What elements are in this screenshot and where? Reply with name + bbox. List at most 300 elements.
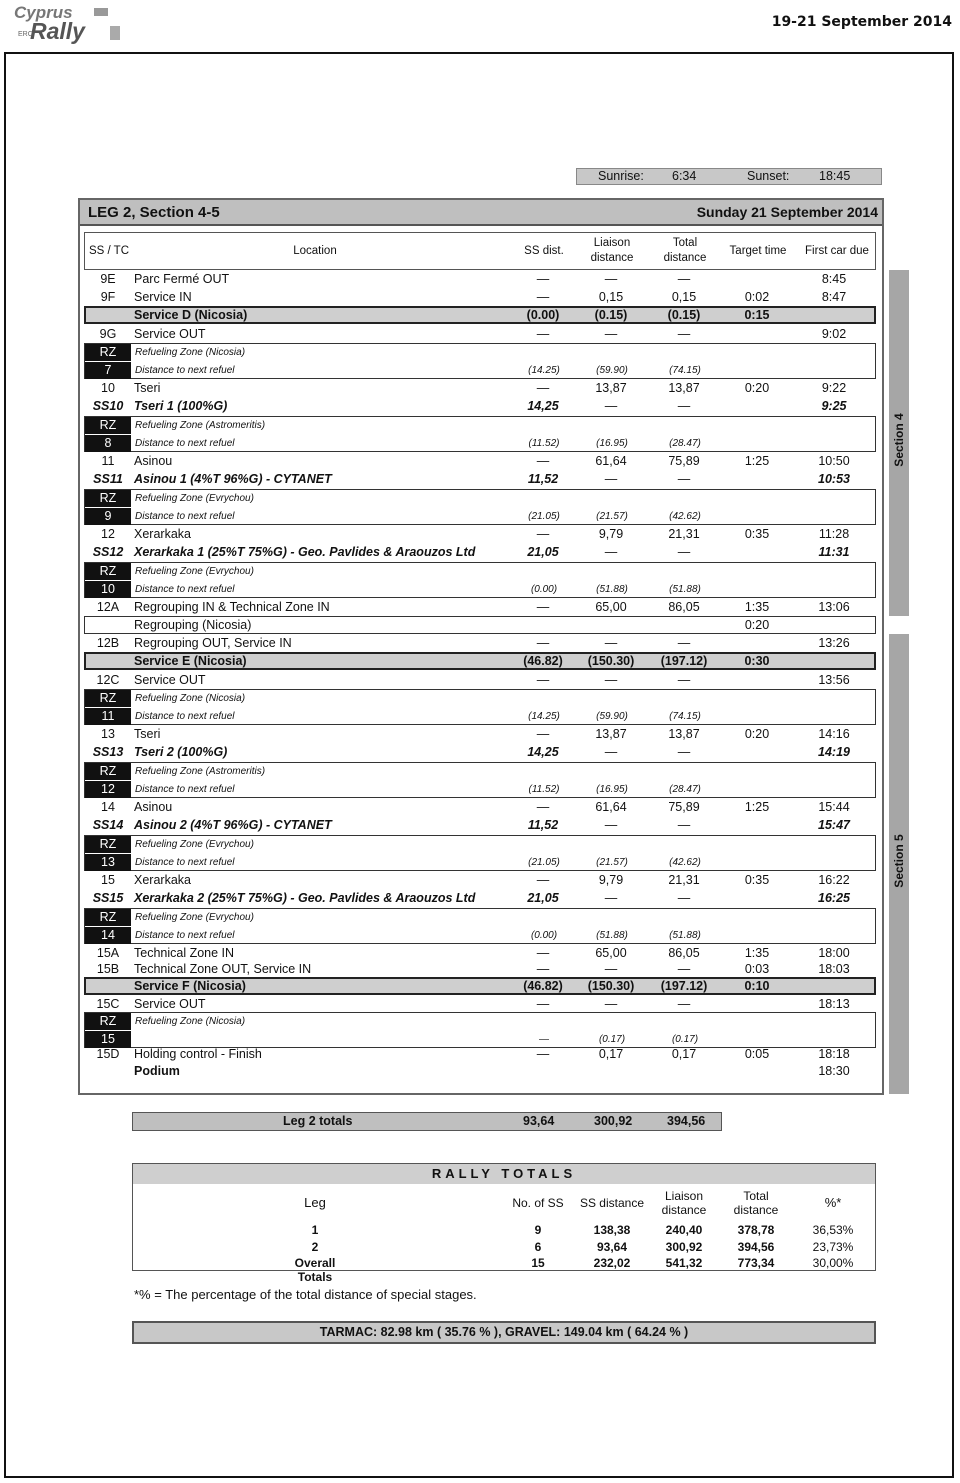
sunrise-time: 6:34 bbox=[672, 169, 697, 183]
rt-leg: 2 bbox=[311, 1240, 319, 1254]
total-distance: — bbox=[677, 545, 691, 559]
control-number: 15C bbox=[96, 997, 120, 1011]
first-car-due: 8:47 bbox=[821, 290, 847, 304]
refuel-zone-block bbox=[84, 908, 876, 944]
time-control-row bbox=[84, 1045, 876, 1063]
rt-pct: 36,53% bbox=[812, 1223, 854, 1237]
rt-ss-distance: 232,02 bbox=[593, 1256, 631, 1270]
col-total: Total distance bbox=[663, 237, 707, 264]
sunset-time: 18:45 bbox=[819, 169, 851, 183]
first-car-due: 18:30 bbox=[818, 1064, 850, 1078]
col-ss-dist: SS dist. bbox=[524, 245, 564, 257]
control-number: 9G bbox=[99, 327, 117, 341]
ss-distance: — bbox=[536, 873, 550, 887]
ss-distance: 14,25 bbox=[527, 745, 559, 759]
refuel-distance-label: Distance to next refuel bbox=[135, 857, 235, 868]
first-car-due: 16:22 bbox=[818, 873, 850, 887]
ss-distance: — bbox=[536, 527, 550, 541]
special-stage-row bbox=[84, 816, 876, 834]
location: Tseri 2 (100%G) bbox=[134, 745, 228, 759]
first-car-due: 13:06 bbox=[818, 600, 850, 614]
control-number: SS11 bbox=[93, 472, 123, 486]
control-number: 11 bbox=[101, 454, 115, 468]
location: Podium bbox=[134, 1064, 180, 1078]
rt-total: 394,56 bbox=[737, 1240, 775, 1254]
target-time: 0:20 bbox=[744, 727, 770, 741]
location: Service D (Nicosia) bbox=[134, 308, 248, 322]
refuel-liaison: (59.90) bbox=[596, 711, 628, 722]
refuel-zone-block bbox=[84, 416, 876, 452]
first-car-due: 10:53 bbox=[818, 472, 850, 486]
rt-head-pct: %* bbox=[824, 1195, 842, 1210]
time-control-row bbox=[84, 598, 876, 616]
rally-totals-title: RALLY TOTALS bbox=[133, 1164, 875, 1184]
refuel-liaison: (16.95) bbox=[596, 438, 628, 449]
refuel-zone-block bbox=[84, 835, 876, 871]
first-car-due: 18:03 bbox=[818, 962, 850, 976]
refuel-total: (51.88) bbox=[669, 930, 701, 941]
target-time: 0:10 bbox=[744, 979, 770, 993]
refuel-zone-badge: RZ bbox=[85, 1013, 131, 1030]
ss-distance: — bbox=[536, 636, 550, 650]
total-distance: 86,05 bbox=[668, 946, 700, 960]
total-distance: 21,31 bbox=[668, 527, 700, 541]
control-number: 10 bbox=[101, 381, 115, 395]
location: Regrouping IN & Technical Zone IN bbox=[134, 600, 330, 614]
time-control-row bbox=[84, 270, 876, 288]
control-number: SS14 bbox=[92, 818, 124, 832]
control-number: 12C bbox=[96, 673, 120, 687]
location: Service OUT bbox=[134, 327, 206, 341]
section-5-label: Section 5 bbox=[892, 834, 906, 888]
time-control-row bbox=[84, 616, 876, 634]
col-ss-tc: SS / TC bbox=[88, 245, 130, 257]
refuel-distance-label: Distance to next refuel bbox=[135, 438, 235, 449]
time-control-row bbox=[84, 960, 876, 978]
sunrise-sunset-bar bbox=[576, 168, 882, 185]
liaison-distance: — bbox=[604, 327, 618, 341]
rt-no-ss: 15 bbox=[531, 1256, 545, 1270]
rt-pct: 23,73% bbox=[812, 1240, 854, 1254]
refuel-total: (28.47) bbox=[669, 438, 701, 449]
control-number: 14 bbox=[101, 800, 115, 814]
liaison-distance: — bbox=[604, 272, 618, 286]
refuel-zone-name: Refueling Zone (Astromeritis) bbox=[135, 766, 266, 777]
time-control-row bbox=[84, 379, 876, 397]
location: Technical Zone IN bbox=[134, 946, 235, 960]
target-time: 0:15 bbox=[744, 308, 770, 322]
first-car-due: 11:28 bbox=[818, 527, 850, 541]
refuel-total: (51.88) bbox=[669, 584, 701, 595]
refuel-zone-name: Refueling Zone (Astromeritis) bbox=[135, 420, 266, 431]
refuel-zone-number: 13 bbox=[85, 854, 131, 871]
refuel-ss-dist: (11.52) bbox=[528, 438, 560, 449]
refuel-zone-name: Refueling Zone (Evrychou) bbox=[135, 839, 254, 850]
rt-head-ss-distance: SS distance bbox=[579, 1196, 645, 1210]
rt-total: 773,34 bbox=[737, 1256, 775, 1270]
refuel-zone-badge: RZ bbox=[85, 417, 131, 434]
refuel-distance-label: Distance to next refuel bbox=[135, 784, 235, 795]
leg-header bbox=[80, 200, 882, 226]
refuel-total: (74.15) bbox=[669, 365, 701, 376]
target-time: 0:03 bbox=[744, 962, 770, 976]
sunrise-label: Sunrise: bbox=[598, 169, 644, 183]
ss-distance: 21,05 bbox=[527, 545, 559, 559]
refuel-liaison: (21.57) bbox=[596, 857, 628, 868]
total-distance: 13,87 bbox=[668, 381, 700, 395]
refuel-zone-name: Refueling Zone (Evrychou) bbox=[135, 493, 254, 504]
event-dates: 19-21 September 2014 bbox=[771, 14, 952, 30]
liaison-distance: 61,64 bbox=[595, 800, 627, 814]
ss-distance: 14,25 bbox=[527, 399, 559, 413]
location: Xerarkaka 1 (25%T 75%G) - Geo. Pavlides & Araouzos Ltd bbox=[134, 545, 476, 559]
special-stage-row bbox=[84, 889, 876, 907]
refuel-zone-number: 15 bbox=[85, 1031, 131, 1048]
target-time: 0:35 bbox=[744, 527, 770, 541]
refuel-liaison: (51.88) bbox=[596, 584, 628, 595]
refuel-distance-label: Distance to next refuel bbox=[135, 584, 235, 595]
liaison-distance: — bbox=[604, 962, 618, 976]
leg-totals-ss: 93,64 bbox=[523, 1114, 555, 1128]
service-row bbox=[84, 306, 876, 324]
first-car-due: 9:25 bbox=[821, 399, 847, 413]
first-car-due: 9:22 bbox=[821, 381, 847, 395]
target-time: 0:30 bbox=[744, 654, 770, 668]
refuel-ss-dist: — bbox=[539, 1034, 549, 1045]
time-control-row bbox=[84, 671, 876, 689]
section-5-bar bbox=[889, 634, 909, 1094]
liaison-distance: 13,87 bbox=[595, 381, 627, 395]
first-car-due: 15:47 bbox=[818, 818, 850, 832]
location: Asinou bbox=[134, 454, 173, 468]
location: Asinou bbox=[134, 800, 173, 814]
liaison-distance: (150.30) bbox=[587, 979, 635, 993]
liaison-distance: — bbox=[604, 745, 618, 759]
refuel-zone-badge: RZ bbox=[85, 836, 131, 853]
control-number: SS13 bbox=[92, 745, 124, 759]
refuel-ss-dist: (21.05) bbox=[528, 511, 560, 522]
rt-liaison: 240,40 bbox=[665, 1223, 703, 1237]
total-distance: 86,05 bbox=[668, 600, 700, 614]
total-distance: 0,15 bbox=[671, 290, 697, 304]
refuel-zone-badge: RZ bbox=[85, 563, 131, 580]
time-control-row bbox=[84, 525, 876, 543]
location: Regrouping (Nicosia) bbox=[134, 618, 252, 632]
col-location: Location bbox=[293, 245, 337, 257]
first-car-due: 10:50 bbox=[818, 454, 850, 468]
first-car-due: 13:56 bbox=[818, 673, 850, 687]
refuel-total: (74.15) bbox=[669, 711, 701, 722]
refuel-total: (42.62) bbox=[669, 857, 701, 868]
rt-no-ss: 6 bbox=[534, 1240, 542, 1254]
total-distance: (0.15) bbox=[667, 308, 701, 322]
refuel-ss-dist: (0.00) bbox=[530, 930, 558, 941]
control-number: 15B bbox=[96, 962, 120, 976]
target-time: 0:20 bbox=[744, 618, 770, 632]
total-distance: (197.12) bbox=[660, 979, 708, 993]
refuel-zone-number: 10 bbox=[85, 581, 131, 598]
liaison-distance: (0.15) bbox=[594, 308, 628, 322]
special-stage-row bbox=[84, 470, 876, 488]
refuel-zone-badge: RZ bbox=[85, 690, 131, 707]
ss-distance: — bbox=[536, 727, 550, 741]
rt-total: 378,78 bbox=[737, 1223, 775, 1237]
location: Xerarkaka bbox=[134, 873, 191, 887]
refuel-liaison: (0.17) bbox=[598, 1034, 626, 1045]
location: Regrouping OUT, Service IN bbox=[134, 636, 292, 650]
time-control-row bbox=[84, 725, 876, 743]
refuel-distance-label: Distance to next refuel bbox=[135, 365, 235, 376]
refuel-total: (0.17) bbox=[671, 1034, 699, 1045]
leg-title: LEG 2, Section 4-5 bbox=[88, 204, 220, 221]
first-car-due: 16:25 bbox=[818, 891, 850, 905]
total-distance: 21,31 bbox=[668, 873, 700, 887]
refuel-liaison: (59.90) bbox=[596, 365, 628, 376]
liaison-distance: 61,64 bbox=[595, 454, 627, 468]
col-liaison: Liaison distance bbox=[590, 237, 634, 264]
first-car-due: 9:02 bbox=[821, 327, 847, 341]
rt-head-no-ss: No. of SS bbox=[512, 1196, 564, 1210]
refuel-distance-label: Distance to next refuel bbox=[135, 930, 235, 941]
refuel-zone-number: 12 bbox=[85, 781, 131, 798]
refuel-zone-badge: RZ bbox=[85, 909, 131, 926]
control-number: 15A bbox=[96, 946, 120, 960]
ss-distance: — bbox=[536, 997, 550, 1011]
refuel-zone-name: Refueling Zone (Nicosia) bbox=[135, 1016, 246, 1027]
control-number: 12A bbox=[96, 600, 120, 614]
total-distance: 75,89 bbox=[668, 454, 700, 468]
leg-totals-bar bbox=[132, 1112, 722, 1131]
ss-distance: 21,05 bbox=[527, 891, 559, 905]
ss-distance: — bbox=[536, 290, 550, 304]
col-target-time: Target time bbox=[729, 245, 787, 257]
time-control-row bbox=[84, 995, 876, 1013]
refuel-zone-number: 11 bbox=[85, 708, 131, 725]
total-distance: — bbox=[677, 327, 691, 341]
refuel-zone-number: 7 bbox=[85, 362, 131, 379]
time-control-row bbox=[84, 1062, 876, 1080]
total-distance: — bbox=[677, 997, 691, 1011]
liaison-distance: 0,17 bbox=[598, 1047, 624, 1061]
footnote: *% = The percentage of the total distance of special stages. bbox=[134, 1287, 477, 1302]
location: Tseri bbox=[134, 381, 161, 395]
target-time: 1:25 bbox=[744, 800, 770, 814]
refuel-distance-label: Distance to next refuel bbox=[135, 511, 235, 522]
liaison-distance: — bbox=[604, 673, 618, 687]
rt-pct: 30,00% bbox=[812, 1256, 854, 1270]
total-distance: — bbox=[677, 745, 691, 759]
first-car-due: 14:19 bbox=[818, 745, 850, 759]
liaison-distance: — bbox=[604, 545, 618, 559]
location: Service F (Nicosia) bbox=[134, 979, 246, 993]
refuel-zone-name: Refueling Zone (Evrychou) bbox=[135, 566, 254, 577]
refuel-liaison: (51.88) bbox=[596, 930, 628, 941]
liaison-distance: (150.30) bbox=[587, 654, 635, 668]
total-distance: 0,17 bbox=[671, 1047, 697, 1061]
liaison-distance: — bbox=[604, 891, 618, 905]
ss-distance: — bbox=[536, 272, 550, 286]
section-4-label: Section 4 bbox=[892, 413, 906, 467]
rt-head-total: Total distance bbox=[733, 1189, 779, 1217]
first-car-due: 8:45 bbox=[821, 272, 847, 286]
refuel-zone-number: 14 bbox=[85, 927, 131, 944]
location: Tseri 1 (100%G) bbox=[134, 399, 228, 413]
svg-text:Cyprus: Cyprus bbox=[14, 3, 73, 22]
surface-summary: TARMAC: 82.98 km ( 35.76 % ), GRAVEL: 149.04 km ( 64.24 % ) bbox=[132, 1321, 876, 1344]
total-distance: — bbox=[677, 962, 691, 976]
refuel-zone-block bbox=[84, 1012, 876, 1048]
ss-distance: — bbox=[536, 600, 550, 614]
control-number: SS10 bbox=[92, 399, 124, 413]
refuel-liaison: (21.57) bbox=[596, 511, 628, 522]
control-number: 12B bbox=[96, 636, 120, 650]
total-distance: 75,89 bbox=[668, 800, 700, 814]
location: Service OUT bbox=[134, 673, 206, 687]
ss-distance: — bbox=[536, 946, 550, 960]
location: Service OUT bbox=[134, 997, 206, 1011]
rt-leg: 1 bbox=[311, 1223, 319, 1237]
total-distance: 13,87 bbox=[668, 727, 700, 741]
target-time: 0:02 bbox=[744, 290, 770, 304]
refuel-ss-dist: (21.05) bbox=[528, 857, 560, 868]
first-car-due: 18:18 bbox=[818, 1047, 850, 1061]
sunset-label: Sunset: bbox=[747, 169, 790, 183]
rt-ss-distance: 138,38 bbox=[593, 1223, 631, 1237]
leg-totals-label: Leg 2 totals bbox=[283, 1114, 353, 1128]
refuel-zone-number: 9 bbox=[85, 508, 131, 525]
ss-distance: — bbox=[536, 327, 550, 341]
refuel-ss-dist: (11.52) bbox=[528, 784, 560, 795]
refuel-ss-dist: (14.25) bbox=[528, 365, 560, 376]
column-headers bbox=[84, 232, 876, 270]
target-time: 0:20 bbox=[744, 381, 770, 395]
total-distance: — bbox=[677, 636, 691, 650]
control-number: 9E bbox=[100, 272, 116, 286]
location: Service E (Nicosia) bbox=[134, 654, 247, 668]
ss-distance: — bbox=[536, 1047, 550, 1061]
control-number: 15 bbox=[101, 873, 115, 887]
control-number: 12 bbox=[101, 527, 115, 541]
refuel-distance-label: Distance to next refuel bbox=[135, 711, 235, 722]
first-car-due: 11:31 bbox=[818, 545, 850, 559]
first-car-due: 18:13 bbox=[818, 997, 850, 1011]
refuel-zone-name: Refueling Zone (Nicosia) bbox=[135, 347, 246, 358]
refuel-ss-dist: (0.00) bbox=[530, 584, 558, 595]
time-control-row bbox=[84, 634, 876, 652]
ss-distance: — bbox=[536, 454, 550, 468]
location: Parc Fermé OUT bbox=[134, 272, 230, 286]
liaison-distance: — bbox=[604, 399, 618, 413]
refuel-total: (28.47) bbox=[669, 784, 701, 795]
refuel-zone-block bbox=[84, 762, 876, 798]
refuel-ss-dist: (14.25) bbox=[528, 711, 560, 722]
leg-date: Sunday 21 September 2014 bbox=[696, 204, 878, 220]
liaison-distance: 9,79 bbox=[598, 527, 624, 541]
first-car-due: 13:26 bbox=[818, 636, 850, 650]
special-stage-row bbox=[84, 743, 876, 761]
ss-distance: 11,52 bbox=[527, 818, 559, 832]
ss-distance: 11,52 bbox=[527, 472, 559, 486]
target-time: 1:35 bbox=[744, 600, 770, 614]
total-distance: — bbox=[677, 818, 691, 832]
total-distance: — bbox=[677, 399, 691, 413]
control-number: SS15 bbox=[92, 891, 124, 905]
refuel-zone-badge: RZ bbox=[85, 490, 131, 507]
location: Tseri bbox=[134, 727, 161, 741]
total-distance: — bbox=[677, 891, 691, 905]
refuel-zone-name: Refueling Zone (Evrychou) bbox=[135, 912, 254, 923]
rt-liaison: 300,92 bbox=[665, 1240, 703, 1254]
rt-liaison: 541,32 bbox=[665, 1256, 703, 1270]
time-control-row bbox=[84, 798, 876, 816]
leg-totals-liaison: 300,92 bbox=[594, 1114, 633, 1128]
col-first-car: First car due bbox=[805, 245, 869, 257]
ss-distance: (0.00) bbox=[526, 308, 560, 322]
refuel-zone-block bbox=[84, 562, 876, 598]
liaison-distance: 9,79 bbox=[598, 873, 624, 887]
total-distance: (197.12) bbox=[660, 654, 708, 668]
service-row bbox=[84, 652, 876, 670]
first-car-due: 14:16 bbox=[818, 727, 850, 741]
rt-head-leg: Leg bbox=[304, 1195, 326, 1210]
svg-text:Rally: Rally bbox=[30, 18, 85, 44]
svg-text:ERC: ERC bbox=[18, 31, 33, 38]
total-distance: — bbox=[677, 673, 691, 687]
refuel-zone-name: Refueling Zone (Nicosia) bbox=[135, 693, 246, 704]
service-row bbox=[84, 977, 876, 995]
ss-distance: — bbox=[536, 800, 550, 814]
special-stage-row bbox=[84, 397, 876, 415]
control-number: 9F bbox=[100, 290, 116, 304]
time-control-row bbox=[84, 452, 876, 470]
ss-distance: — bbox=[536, 673, 550, 687]
first-car-due: 15:44 bbox=[818, 800, 850, 814]
special-stage-row bbox=[84, 543, 876, 561]
ss-distance: (46.82) bbox=[523, 979, 563, 993]
refuel-total: (42.62) bbox=[669, 511, 701, 522]
section-4-bar bbox=[889, 270, 909, 616]
location: Technical Zone OUT, Service IN bbox=[134, 962, 312, 976]
rt-leg: Overall Totals bbox=[294, 1256, 336, 1284]
liaison-distance: — bbox=[604, 472, 618, 486]
refuel-zone-number: 8 bbox=[85, 435, 131, 452]
liaison-distance: — bbox=[604, 818, 618, 832]
refuel-liaison: (16.95) bbox=[596, 784, 628, 795]
rt-head-liaison: Liaison distance bbox=[661, 1189, 707, 1217]
liaison-distance: 0,15 bbox=[598, 290, 624, 304]
location: Xerarkaka 2 (25%T 75%G) - Geo. Pavlides & Araouzos Ltd bbox=[134, 891, 476, 905]
control-number: SS12 bbox=[92, 545, 124, 559]
ss-distance: (46.82) bbox=[523, 654, 563, 668]
control-number: 15D bbox=[96, 1047, 120, 1061]
refuel-zone-block bbox=[84, 689, 876, 725]
rt-no-ss: 9 bbox=[534, 1223, 542, 1237]
liaison-distance: — bbox=[604, 636, 618, 650]
total-distance: — bbox=[677, 272, 691, 286]
location: Service IN bbox=[134, 290, 192, 304]
total-distance: — bbox=[677, 472, 691, 486]
refuel-zone-badge: RZ bbox=[85, 763, 131, 780]
liaison-distance: 65,00 bbox=[595, 600, 627, 614]
target-time: 1:35 bbox=[744, 946, 770, 960]
refuel-zone-badge: RZ bbox=[85, 344, 131, 361]
rt-ss-distance: 93,64 bbox=[596, 1240, 628, 1254]
ss-distance: — bbox=[536, 962, 550, 976]
control-number: 13 bbox=[101, 727, 115, 741]
liaison-distance: 65,00 bbox=[595, 946, 627, 960]
location: Xerarkaka bbox=[134, 527, 191, 541]
cyprus-rally-logo bbox=[12, 2, 122, 44]
